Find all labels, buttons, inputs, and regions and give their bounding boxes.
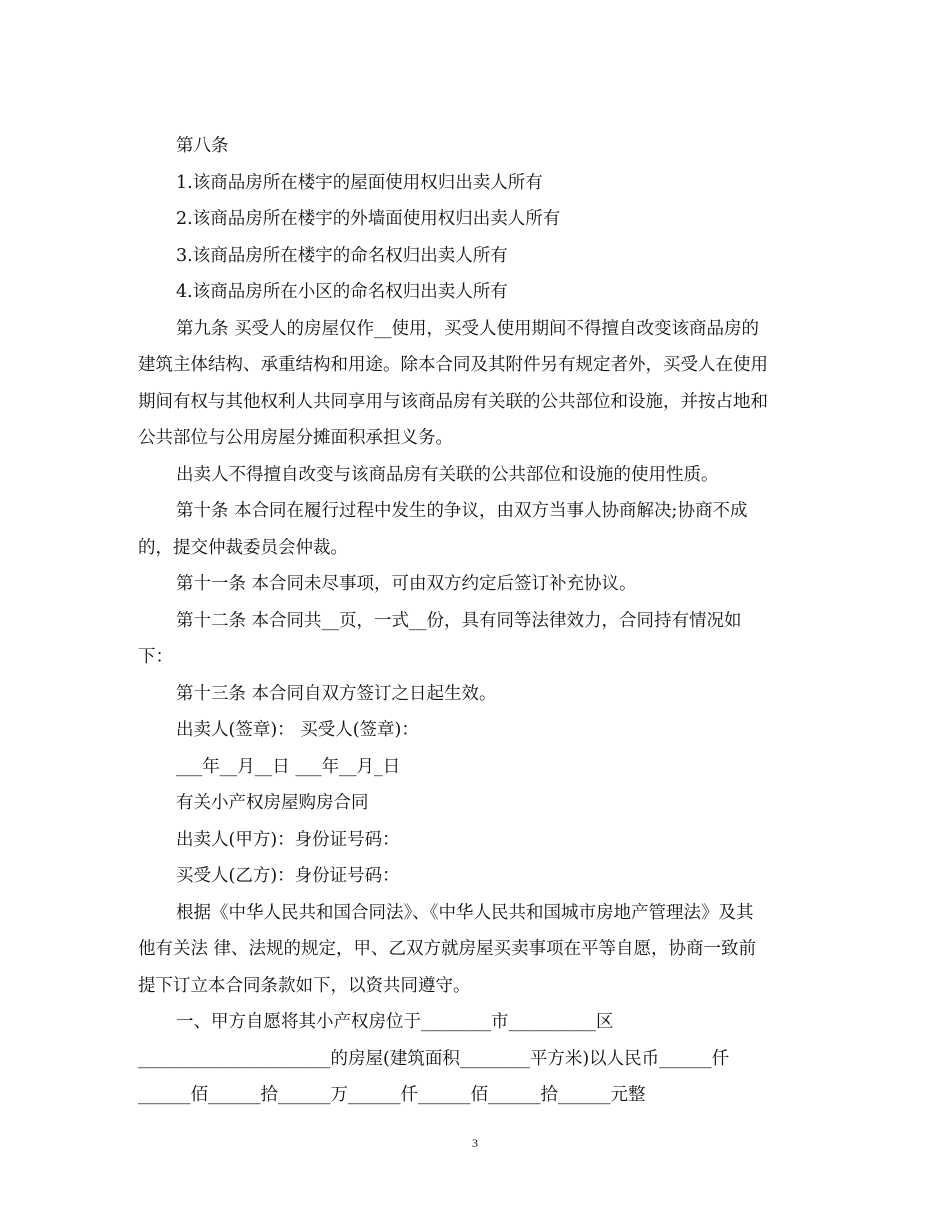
page-number: 3 <box>472 1136 478 1150</box>
text-line: ______________________的房屋(建筑面积________平方米)以人民币______仟 <box>138 1048 730 1069</box>
text-line: 出卖人不得擅自改变与该商品房有关联的公共部位和设施的使用性质。 <box>176 464 719 485</box>
text-line: 下： <box>138 647 173 667</box>
text-line: 出卖人(签章)： 买受人(签章)： <box>176 720 419 740</box>
text-line: 他有关法 律、法规的规定，甲、乙双方就房屋买卖事项在平等自愿，协商一致前 <box>138 939 757 959</box>
text-line: 提下订立本合同条款如下，以资共同遵守。 <box>138 975 471 996</box>
document-body <box>138 128 814 1114</box>
text-line: 第十三条 本合同自双方签订之日起生效。 <box>176 683 497 704</box>
text-line: 第十条 本合同在履行过程中发生的争议，由双方当事人协商解决;协商不成 <box>176 501 748 521</box>
text-line: 根据《中华人民共和国合同法》、《中华人民共和国城市房地产管理法》及其 <box>176 902 754 923</box>
text-line: ___年__月__日 ___年__月_日 <box>176 756 401 777</box>
text-line: 公共部位与公用房屋分摊面积承担义务。 <box>138 428 453 448</box>
text-line: 第十二条 本合同共__页，一式__份，具有同等法律效力，合同持有情况如 <box>176 610 742 631</box>
text-line: 第十一条 本合同未尽事项，可由双方约定后签订补充协议。 <box>176 574 637 594</box>
text-line: 3.该商品房所在楼宇的命名权归出卖人所有 <box>176 245 508 266</box>
text-line: 期间有权与其他权利人共同享用与该商品房有关联的公共部位和设施，并按占地和 <box>138 391 768 412</box>
text-line: 的，提交仲裁委员会仲裁。 <box>138 537 348 558</box>
text-line: 有关小产权房屋购房合同 <box>176 793 369 813</box>
text-line: ______佰______拾______万______仟______佰______拾______元整 <box>138 1085 646 1105</box>
text-line: 一、甲方自愿将其小产权房位于________市__________区 <box>176 1012 614 1032</box>
text-line: 出卖人(甲方)：身份证号码： <box>176 829 400 850</box>
text-line: 2.该商品房所在楼宇的外墙面使用权归出卖人所有 <box>176 209 561 229</box>
text-line: 4.该商品房所在小区的命名权归出卖人所有 <box>176 282 508 302</box>
text-line: 第八条 <box>176 136 229 156</box>
text-line: 买受人(乙方)：身份证号码： <box>176 866 400 886</box>
text-line: 1.该商品房所在楼宇的屋面使用权归出卖人所有 <box>176 172 543 193</box>
text-line: 第九条 买受人的房屋仅作__使用，买受人使用期间不得擅自改变该商品房的 <box>176 318 760 339</box>
text-line: 建筑主体结构、承重结构和用途。除本合同及其附件另有规定者外，买受人在使用 <box>138 355 768 375</box>
